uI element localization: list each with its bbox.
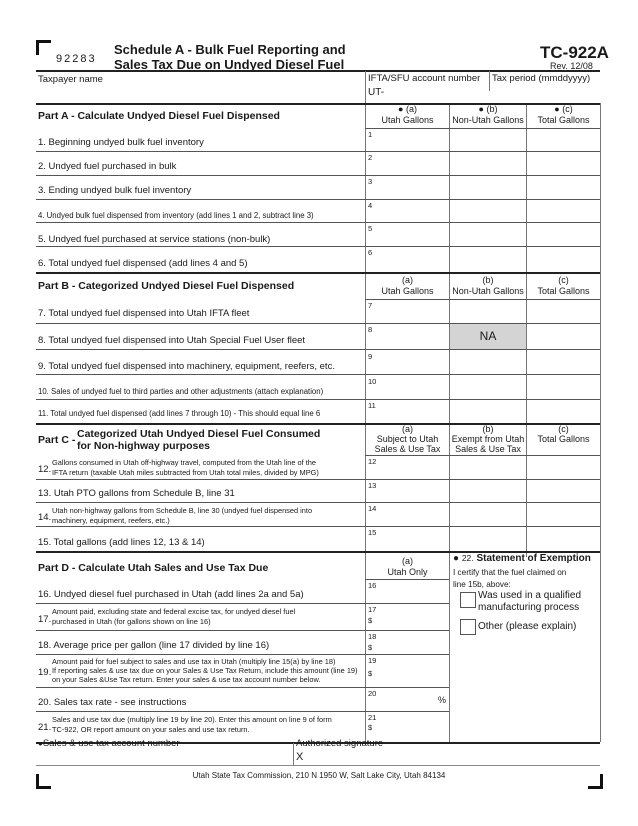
line-2-field[interactable]	[366, 152, 600, 175]
commission-address: Utah State Tax Commission, 210 N 1950 W, Salt Lake City, Utah 84134	[192, 771, 446, 780]
part-c-title-line2: for Non-highway purposes	[77, 440, 211, 452]
corner-mark-top-left	[36, 40, 51, 55]
part-b-title: Part B - Categorized Undyed Diesel Fuel Dispensed	[38, 280, 295, 292]
row-rule	[36, 603, 449, 604]
ifta-account-field[interactable]	[385, 85, 487, 102]
form-revision: Rev. 12/08	[550, 61, 593, 71]
line-20-percent: %	[438, 695, 447, 705]
bullet-icon: ●	[398, 104, 404, 114]
na-cell	[450, 324, 526, 349]
part-a-title: Part A - Calculate Undyed Diesel Fuel Dispensed	[38, 110, 280, 122]
exemption-manufacturing-checkbox[interactable]	[460, 592, 476, 608]
part-c-title-prefix: Part C -	[38, 434, 76, 446]
line-17-text-a: Amount paid, excluding state and federal excise tax, for undyed diesel fuel	[52, 607, 296, 616]
line-19-text-b: If reporting sales & use tax due on your Sales & Use Tax Return, include this amount (line 19)	[52, 666, 358, 675]
part-a-col-a-header	[366, 104, 449, 126]
line-14-num: 14.	[38, 512, 52, 523]
line-19-num: 19.	[38, 667, 52, 678]
line-18-dollar: $	[368, 643, 373, 652]
col-divider-d-right	[449, 557, 450, 742]
part-a-col-b-header	[450, 104, 526, 126]
part-c-title-line1: Categorized Utah Undyed Diesel Fuel Consumed	[77, 428, 321, 440]
exemption-intro-line1: I certify that the fuel claimed on	[453, 568, 567, 577]
part-c-col-b-header	[450, 424, 526, 454]
line-13-label: 13. Utah PTO gallons from Schedule B, line 31	[38, 488, 235, 499]
line-5-field[interactable]	[366, 223, 600, 246]
line-18-box: 18	[368, 632, 377, 641]
part-c-header-rule	[365, 455, 600, 456]
line-16-label: 16. Undyed diesel fuel purchased in Utah (add lines 2a and 5a)	[38, 589, 304, 600]
line-12-text-a: Gallons consumed in Utah off-highway travel, computed from the Utah line of the	[52, 458, 317, 467]
line-17-num: 17.	[38, 614, 52, 625]
part-b-header-rule	[365, 299, 600, 300]
col-label: Non-Utah Gallons	[452, 286, 524, 296]
line-18-label: 18. Average price per gallon (line 17 divided by line 16)	[38, 640, 270, 651]
line-3-field[interactable]	[366, 176, 600, 199]
line-8-num: 8	[368, 325, 373, 334]
line-9-num: 9	[368, 352, 373, 361]
line-15-label: 15. Total gallons (add lines 12, 13 & 14)	[38, 537, 205, 548]
col-letter: (a)	[402, 424, 413, 434]
na-text: NA	[479, 329, 497, 343]
sales-tax-account-field[interactable]	[36, 750, 292, 764]
col-label: Sales & Use Tax	[455, 444, 521, 454]
part-b-col-a-header	[366, 275, 449, 297]
row-rule	[36, 526, 600, 527]
row-rule	[36, 374, 600, 375]
form-title-line1: Schedule A - Bulk Fuel Reporting and	[114, 42, 346, 57]
bullet-icon: ●	[554, 104, 560, 114]
exemption-number: 22.	[461, 553, 474, 563]
col-divider-right	[600, 103, 601, 742]
bullet-icon: ●	[478, 104, 484, 114]
col-letter: (c)	[562, 104, 573, 114]
line-1-label: 1. Beginning undyed bulk fuel inventory	[38, 137, 204, 148]
line-19-text-c: on your Sales &Use Tax return. Enter your sales & use tax account number below.	[52, 675, 321, 684]
line-21-dollar: $	[368, 723, 373, 732]
line-19-box: 19	[368, 656, 377, 665]
line-1-num: 1	[368, 130, 373, 139]
col-label: Exempt from Utah	[451, 434, 525, 444]
exemption-other-checkbox[interactable]	[460, 619, 476, 635]
line-19-dollar: $	[368, 669, 373, 678]
tax-period-field[interactable]	[490, 85, 600, 102]
line-8-label: 8. Total undyed fuel dispensed into Utah Special Fuel User fleet	[38, 335, 306, 346]
line-14-text-b: machinery, equipment, reefers, etc.)	[52, 516, 170, 525]
exemption-title	[453, 553, 591, 564]
signature-label: Authorized signature	[296, 738, 384, 749]
line-21-text-a: Sales and use tax due (multiply line 19 by line 20). Enter this amount on line 9 of form	[52, 715, 332, 724]
line-21-num: 21.	[38, 722, 52, 733]
part-b-col-b-header	[450, 275, 526, 297]
ifta-prefix: UT-	[368, 87, 385, 98]
taxpayer-name-label: Taxpayer name	[38, 74, 103, 85]
line-7-label: 7. Total undyed fuel dispensed into Utah IFTA fleet	[38, 308, 250, 319]
line-1-field[interactable]	[366, 129, 600, 151]
row-rule	[36, 630, 449, 631]
form-title-line2: Sales Tax Due on Undyed Diesel Fuel	[114, 57, 345, 72]
line-4-label: 4. Undyed bulk fuel dispensed from inventory (add lines 1 and 2, subtract line 3)	[38, 211, 314, 220]
exemption-intro-line2: line 15b, above:	[453, 580, 511, 589]
line-21-text-b: TC-922, OR report amount on your sales and use tax return.	[52, 725, 250, 734]
form-number: TC-922A	[540, 43, 609, 62]
line-17-box: 17	[368, 605, 377, 614]
line-16-field[interactable]	[366, 580, 449, 603]
line-9-label: 9. Total undyed fuel dispensed into machinery, equipment, reefers, etc.	[38, 361, 335, 372]
line-5-label: 5. Undyed fuel purchased at service stations (non-bulk)	[38, 234, 271, 245]
line-12-text-b: IFTA return (taxable Utah miles subtracted from Utah total miles, divided by MPG)	[52, 468, 319, 477]
exemption-option1-line2: manufacturing process	[478, 602, 580, 613]
divider	[365, 71, 366, 103]
line-13-box: 13	[368, 481, 377, 490]
line-4-num: 4	[368, 201, 373, 210]
line-4-field[interactable]	[366, 200, 600, 222]
exemption-option1-line1: Was used in a qualified	[478, 590, 582, 601]
part-b-top-rule	[36, 272, 600, 274]
sales-tax-account-label	[38, 738, 180, 749]
col-label: Total Gallons	[537, 286, 590, 296]
col-label: Non-Utah Gallons	[452, 115, 524, 125]
line-11-num: 11	[368, 401, 376, 410]
line-16-box: 16	[368, 581, 377, 590]
row-rule	[36, 687, 449, 688]
line-17-dollar: $	[368, 616, 373, 625]
line-2-label: 2. Undyed fuel purchased in bulk	[38, 161, 177, 172]
part-d-title: Part D - Calculate Utah Sales and Use Tax Due	[38, 562, 269, 574]
row-rule	[36, 349, 600, 350]
row-rule	[36, 502, 600, 503]
col-letter: (c)	[558, 275, 569, 285]
line-12-num: 12.	[38, 464, 52, 475]
exemption-explain-field[interactable]	[452, 637, 598, 741]
col-letter: (b)	[482, 424, 494, 434]
line-20-label: 20. Sales tax rate - see instructions	[38, 697, 187, 708]
exemption-option2: Other (please explain)	[478, 621, 577, 632]
ifta-account-label: IFTA/SFU account number	[368, 73, 481, 84]
line-3-label: 3. Ending undyed bulk fuel inventory	[38, 185, 192, 196]
line-5-num: 5	[368, 224, 373, 233]
signature-rule	[36, 765, 600, 766]
line-17-text-b: purchased in Utah (for gallons shown on line 16)	[52, 617, 211, 626]
tax-period-label: Tax period (mmddyyyy)	[492, 73, 591, 84]
bullet-icon: ●	[38, 739, 43, 748]
row-rule	[36, 479, 600, 480]
header-rule	[36, 70, 600, 72]
line-15-box: 15	[368, 528, 377, 537]
part-b-col-c-header	[527, 275, 600, 297]
line-12-box: 12	[368, 457, 377, 466]
col-label: Total Gallons	[537, 115, 590, 125]
line-14-box: 14	[368, 504, 377, 513]
line-10-num: 10	[368, 377, 377, 386]
line-11-label: 11. Total undyed fuel dispensed (add lines 7 through 10) - This should equal line 6	[38, 409, 321, 418]
col-letter: (a)	[402, 556, 413, 566]
col-letter: (b)	[482, 275, 494, 285]
form-id: 92283	[56, 53, 97, 65]
col-letter: (b)	[486, 104, 498, 114]
part-d-col-a-header	[366, 556, 449, 578]
signature-field[interactable]	[308, 750, 598, 764]
sales-tax-account-text: Sales & use tax account number	[42, 738, 180, 749]
line-3-num: 3	[368, 177, 373, 186]
signature-divider	[293, 743, 294, 765]
col-label: Utah Only	[387, 567, 428, 577]
row-rule	[36, 399, 600, 400]
line-6-num: 6	[368, 248, 373, 257]
exemption-heading: Statement of Exemption	[476, 553, 591, 564]
col-label: Utah Gallons	[381, 115, 434, 125]
taxpayer-name-field[interactable]	[36, 85, 364, 102]
col-label: Sales & Use Tax	[374, 444, 441, 454]
line-10-label: 10. Sales of undyed fuel to third parties and other adjustments (attach explanation)	[38, 387, 324, 396]
line-21-box: 21	[368, 713, 377, 722]
row-rule	[36, 654, 449, 655]
col-letter: (a)	[405, 104, 417, 114]
col-label: Utah Gallons	[381, 286, 434, 296]
col-letter: (a)	[402, 275, 413, 285]
line-7-num: 7	[368, 301, 373, 310]
part-a-col-c-header	[527, 104, 600, 126]
line-6-field[interactable]	[366, 247, 600, 272]
col-label: Total Gallons	[537, 434, 590, 444]
signature-x: X	[296, 751, 304, 763]
col-label: Subject to Utah	[376, 434, 439, 444]
line-19-text-a: Amount paid for fuel subject to sales and use tax in Utah (multiply line 15(a) by line 18)	[52, 657, 336, 666]
line-6-label: 6. Total undyed fuel dispensed (add lines 4 and 5)	[38, 258, 248, 269]
line-2-num: 2	[368, 153, 373, 162]
line-20-box: 20	[368, 689, 377, 698]
bullet-icon: ●	[453, 553, 460, 564]
line-14-text-a: Utah non-highway gallons from Schedule B, line 30 (undyed fuel dispensed into	[52, 506, 313, 515]
part-c-col-c-header	[527, 424, 600, 444]
col-letter: (c)	[558, 424, 569, 434]
part-c-col-a-header	[366, 424, 449, 454]
